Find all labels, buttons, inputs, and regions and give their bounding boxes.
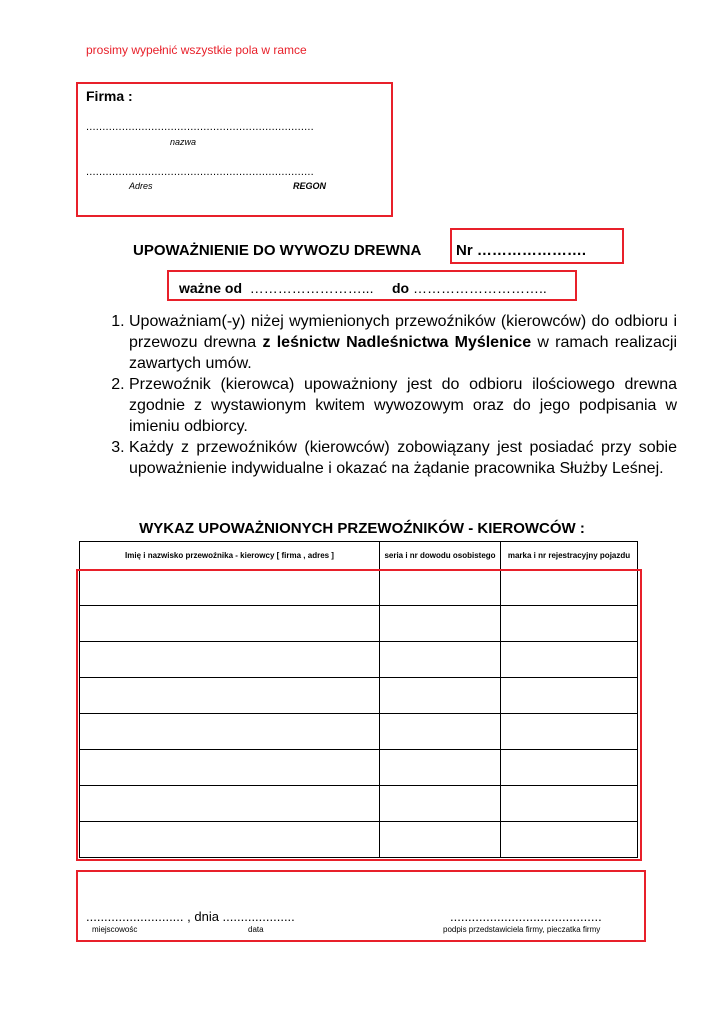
valid-from-field[interactable] bbox=[179, 280, 373, 296]
signature-caption: podpis przedstawiciela firmy, pieczatka firmy bbox=[443, 925, 601, 934]
clause-text-end: w ramach realizacji zawartych umów. bbox=[129, 334, 678, 372]
company-name-field[interactable]: ...................................................................... bbox=[86, 121, 314, 133]
clause-item bbox=[129, 374, 677, 437]
clause-bold-text: z leśnictw Nadleśnictwa Myślenice bbox=[262, 334, 532, 351]
valid-from-label: ważne od bbox=[179, 280, 243, 296]
clause-text: Upoważniam(-y) niżej wymienionych przewoźników (kierowców) do odbioru i przewozu drewna bbox=[129, 313, 677, 351]
date-caption: data bbox=[248, 925, 264, 934]
authorization-clauses bbox=[90, 311, 677, 479]
clause-item bbox=[129, 437, 677, 479]
valid-to-field[interactable] bbox=[392, 280, 547, 296]
drivers-list-title: WYKAZ UPOWAŻNIONYCH PRZEWOŹNIKÓW - KIEROWCÓW : bbox=[139, 520, 585, 537]
drivers-frame bbox=[76, 569, 642, 861]
column-header-driver: Imię i nazwisko przewoźnika - kierowcy [ firma , adres ] bbox=[80, 542, 380, 570]
column-header-vehicle: marka i nr rejestracyjny pojazdu bbox=[501, 542, 638, 570]
column-header-id: seria i nr dowodu osobistego bbox=[380, 542, 501, 570]
fill-instruction-note: prosimy wypełnić wszystkie pola w ramce bbox=[86, 43, 307, 57]
clause-item bbox=[129, 311, 677, 374]
document-title: UPOWAŻNIENIE DO WYWOZU DREWNA bbox=[133, 242, 422, 259]
valid-from-dots: ……………………... bbox=[249, 280, 374, 296]
company-regon-caption: REGON bbox=[293, 181, 327, 191]
company-address-field[interactable]: ...................................................................... bbox=[86, 166, 314, 178]
table-header-row bbox=[80, 542, 638, 570]
valid-to-label: do bbox=[392, 280, 410, 296]
valid-to-dots: ……………………….. bbox=[413, 280, 547, 296]
document-number-field[interactable]: Nr …………………. bbox=[456, 242, 587, 259]
place-date-field[interactable]: ........................... , dnia .................... bbox=[86, 909, 295, 924]
company-address-caption: Adres bbox=[129, 181, 153, 191]
place-caption: miejscowośc bbox=[92, 925, 138, 934]
clause-text: Przewoźnik (kierowca) upoważniony jest do odbioru ilościowego drewna zgodnie z wystawionym kwitem wywozowym oraz do jego podpisania w imieniu odbiorcy. bbox=[129, 376, 677, 435]
company-label: Firma : bbox=[86, 88, 133, 104]
company-name-caption: nazwa bbox=[170, 137, 197, 147]
signature-field[interactable]: .......................................... bbox=[450, 909, 602, 924]
clause-text: Każdy z przewoźników (kierowców) zobowiązany jest posiadać przy sobie upoważnienie indywidualne i okazać na żądanie pracownika Służby Leśnej. bbox=[129, 439, 677, 477]
